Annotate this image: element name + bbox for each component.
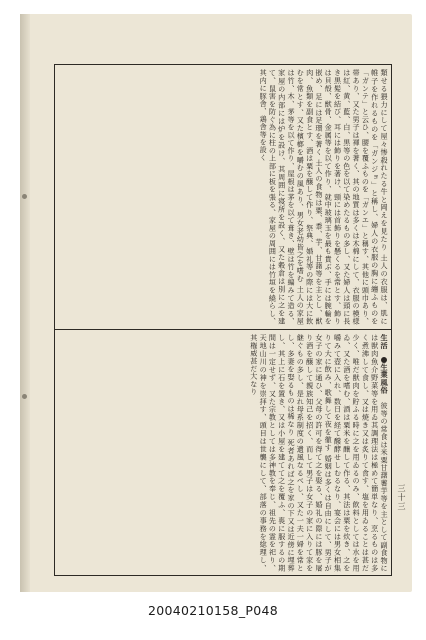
binding-spine [20, 14, 30, 592]
text-frame [54, 64, 392, 576]
section-heading: 生活 [380, 334, 389, 350]
binding-hole [22, 194, 27, 199]
binding-hole [22, 394, 27, 399]
scanned-page [20, 14, 412, 592]
image-label: 20040210158_P048 [148, 603, 278, 618]
page-number: 三十三 [397, 484, 406, 511]
section-divider [55, 329, 391, 330]
upper-text-block: 類せる猥力にして屋々惨殺れたる牛と岡えを見たり 土人の衣服は、肌に帷子を作れるものを「ガンジョ」と稱し、婦人の衣服の胸に纏ふものを「ガンテ」と云ひ、腰を覆ふものを「ガンエ」と稱す、其他に頭巾あり、帯あり、又た男子は褌を著く、其の地質は多くは木棉にして、衣服の模様は紅、黄、藍、白、黒等の色を以て染めたるもの多し、又た婦人は頭に長き黒髪を結び、耳には飾りを著け、頸には首飾りを懸くるを常とす、飾りは貝殻、獣骨、金属等を以て作り、就中玻璃玉を最も貴ぶ、手には腕輪を嵌め、足には足環を著く 土人の食物は粟、黍、芋、甘藷等を主とし、獣肉、魚類を副食とす、酒は粟を醸して作り、祭典、婚礼等の際には大に飲むを常とす、又た檳榔を嚼むの風あり、男女老幼皆之を嗜む 土人の家屋は竹、木、茅等を以て作り、屋根は茅を以て葺き、壁は竹を編みて造る、家屋の内部には炉を設け、其周囲に寝所を設く、又た穀倉は別に之を建て、鼠害を防ぐ為に柱の上部に板を張る、家屋の周囲には竹垣を繞らし、其内に豚舎、鶏舎等を設く [259, 69, 389, 325]
section-subheading: 生業風俗 [380, 363, 389, 395]
lower-text-block [59, 334, 389, 572]
section-body: 彼等の常食は米粟甘藷薯芋等を主として副食物には獣肉魚介野菜等を用ゐ其調理法は極めて簡単なり、烹るものは多く煮沸して食し、又は焼き又は炙りて食す、塩を用ゐることは甚だ少く、唯だ獣肉を貯ふる時に之を用ゐるのみ、飲料としては水を用ゐ、又た酒を嗜む、酒は粟米を醸して作る、其法は粟を炊き、之を嚼みて壺に入れ、数日を経て醱酵せしむるなり、宴会には男女相集りて大に飲み、歌舞して夜を徹す 婚姻は多くは自由にして、男子が女子の家に通ひ、父母の許可を得て之を娶る、婚礼の際には豚を屠り酒を醸して親族知己を招く、而して男子は女子の家に入りて家を継ぐもの多し、是れ母系制度の遺風なるべし、又た一夫一婦を常とし、多妻を娶るものは稀なり 死者あれば之を家の下又は近傍に埋葬し、其上に石を置き、又は小屋を建てて之を覆ふ、喪に服するの期間は一定せず、又た宗教としては多神教を奉じ、祖先の霊を祀り、天地山川の神を崇拝す、頭目は世襲にして、部落の事務を総理し、其権威甚だ大なり [249, 334, 389, 572]
